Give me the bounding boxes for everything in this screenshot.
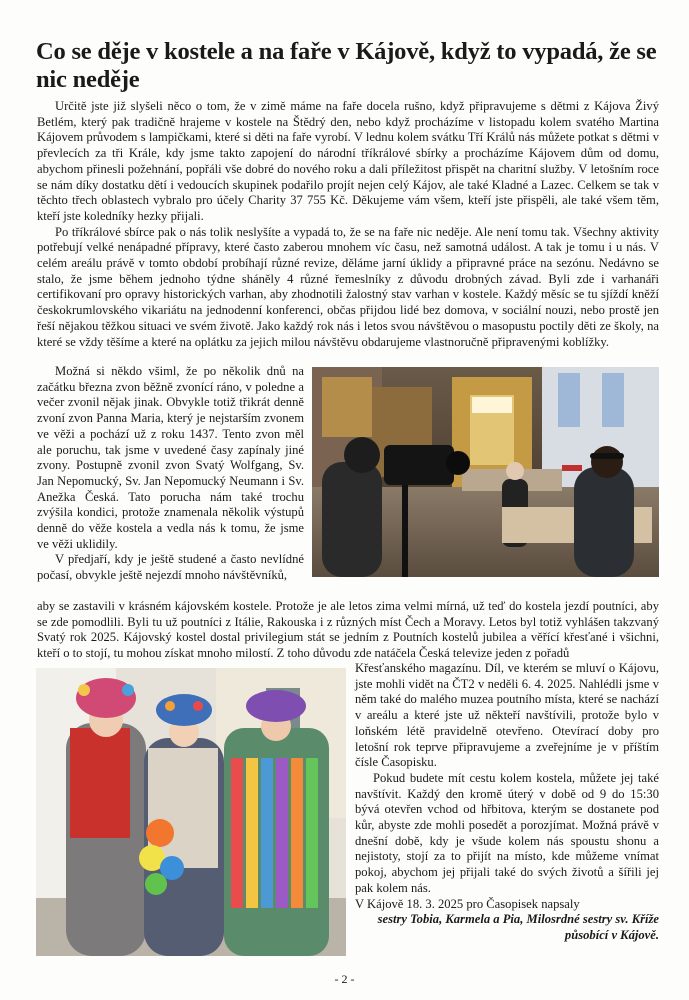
left-column-text [37,364,304,584]
church-filming-photo [312,367,659,577]
three-kings-photo [36,668,346,956]
signature-line: působící v Kájově. [564,927,659,942]
signature-line: sestry Tobia, Karmela a Pia, Milosrdné sestry sv. Kříže [377,912,659,927]
paragraph: Určitě jste již slyšeli něco o tom, že v zimě máme na faře docela rušno, když připravujeme s dětmi z Kájova Živý Betlém, který pak tradičně hrajeme v kostele na Štědrý den, nebo když procházíme v listopadu kolem svatého Martina Kájovem průvodem s lampičkami, které si děti na faře vyrobí. V lednu kolem svátku Tří Králů nás můžete potkat s dětmi v převlecích za tři Krále, kdy jsme takto zapojení do národní tříkrálové sbírky a procházíme Kájovem dům od domu, abychom přinesli požehnání, popřáli vše dobré do nového roku a dali příležitost přispět na charitní služby. V letošním roce se nám díky dostatku dětí i vedoucích skupinek podařilo projít nejen celý Kájov, ale také Kladné a Lazec. Celkem se tak v těchto třech oblastech vybralo pro účely Charity 37 755 Kč. Děkujeme vám všem, kteří jste přispěli, ale také všem těm, kteří jste koledníky hezky přijali. [37,99,659,223]
church-interior-illustration [312,367,659,577]
three-kings-illustration [36,668,346,956]
article-intro [37,99,659,350]
full-width-text [37,599,659,662]
right-column-text [355,661,659,944]
paragraph: Pokud budete mít cestu kolem kostela, můžete jej také navštívit. Každý den kromě úterý v době od 9 do 15:30 bývá otevřen vchod od hřbitova, kterým se dostanete pod kůr, abyste zde mohli posedět a porozjímat. Možná právě v dnešní době, kdy je všude kolem nás spoustu shonu a nejistoty, stojí za to přijít na místo, kde můžeme vnímat pokoj, abychom jej přijali také do svých životů a šířili jej pak kolem nás. [355,770,659,895]
dateline: V Kájově 18. 3. 2025 pro Časopisek napsaly [355,896,580,911]
paragraph: aby se zastavili v krásném kájovském kostele. Protože je ale letos zima velmi mírná, už teď do kostela jezdí poutníci, aby se zde pomodlili. Byli tu už poutníci z Itálie, Rakouska i z různých míst Čech a Moravy. Letos byl totiž vyhlášen takzvaný Svatý rok 2025. Kájovský kostel dostal privilegium stát se jedním z Poutních kostelů jubilea a věřící křesťané i všichni, kteří o to stojí, tu mohou získat mnoho milostí. Z toho důvodu zde natáčela Česká televize jeden z pořadů [37,599,659,661]
paragraph: V předjaří, kdy je ještě studené a často nevlídné počasí, obvykle ještě nejezdí mnoho návštěvníků, [37,552,304,583]
paragraph: Možná si někdo všiml, že po několik dnů na začátku března zvon běžně zvonící ráno, v poledne a večer zvonil nějak jinak. Obvykle totiž třikrát denně zvoní zvon Panna Maria, který je nejstarším zvonem ve věži a pochází už z roku 1437. Tento zvon měl ale poruchu, tak jsme v uvedené časy zapínaly jiné zvony. Postupně zvonil zvon Svatý Wolfgang, Sv. Jan Nepomucký, Sv. Jan Nepomucký Neumann i Sv. Anežka Česká. Tato porucha nám také trochu zvýšila kondici, protože znamenala několik výstupů denně do věže kostela a vedla nás k tomu, že jsme ve věži uklidily. [37,364,304,551]
paragraph: Po tříkrálové sbírce pak o nás tolik neslyšíte a vypadá to, že se na faře nic neděje. Ale není tomu tak. Všechny aktivity potřebují velké nenápadné přípravy, které často zaberou mnohem víc času, než samotná událost. A tak je tomu i u nás. V celém areálu právě v tomto období probíhají různé revize, děláme jarní úklidy a připravné práce na sezónu. Nedávno se stalo, že jsme během jednoho týdne sháněly 4 různé řemeslníky z důvodu drobných závad. Byli zde i varhanáři certifikovaní pro opravy historických varhan, aby zhodnotili žalostný stav varhan v kostele. Každý měsíc se tu sjíždí kněží českokrumlovského vikariátu na jednodenní konferenci, občas přijdou lidé bez domova, v sociální nouzi, nebo prostě jen řeší nějakou těžkou situaci ve svém životě. Jako každý rok nás i letos svou návštěvou o masopustu poctily děti ze školy, na které se vždy těšíme a které na oplátku za jejich milou návštěvu obdarujeme vlastnoručně připravenými koblížky. [37,224,659,349]
page-number: - 2 - [334,972,355,986]
paragraph: Křesťanského magazínu. Díl, ve kterém se mluví o Kájovu, jste mohli vidět na ČT2 v neděli 6. 4. 2025. Nahlédli jsme v něm také do malého muzea poutního místa, které se nachází v areálu a které jste už někteří navštívili, protože bylo v loňském létě pravidelně otevřeno. Otevírací doby pro letošní rok teprve připravujeme a zveřejníme je v příštím čísle Časopisku. [355,661,659,770]
article-title: Co se děje v kostele a na faře v Kájově, když to vypadá, že se nic neděje [36,38,657,93]
